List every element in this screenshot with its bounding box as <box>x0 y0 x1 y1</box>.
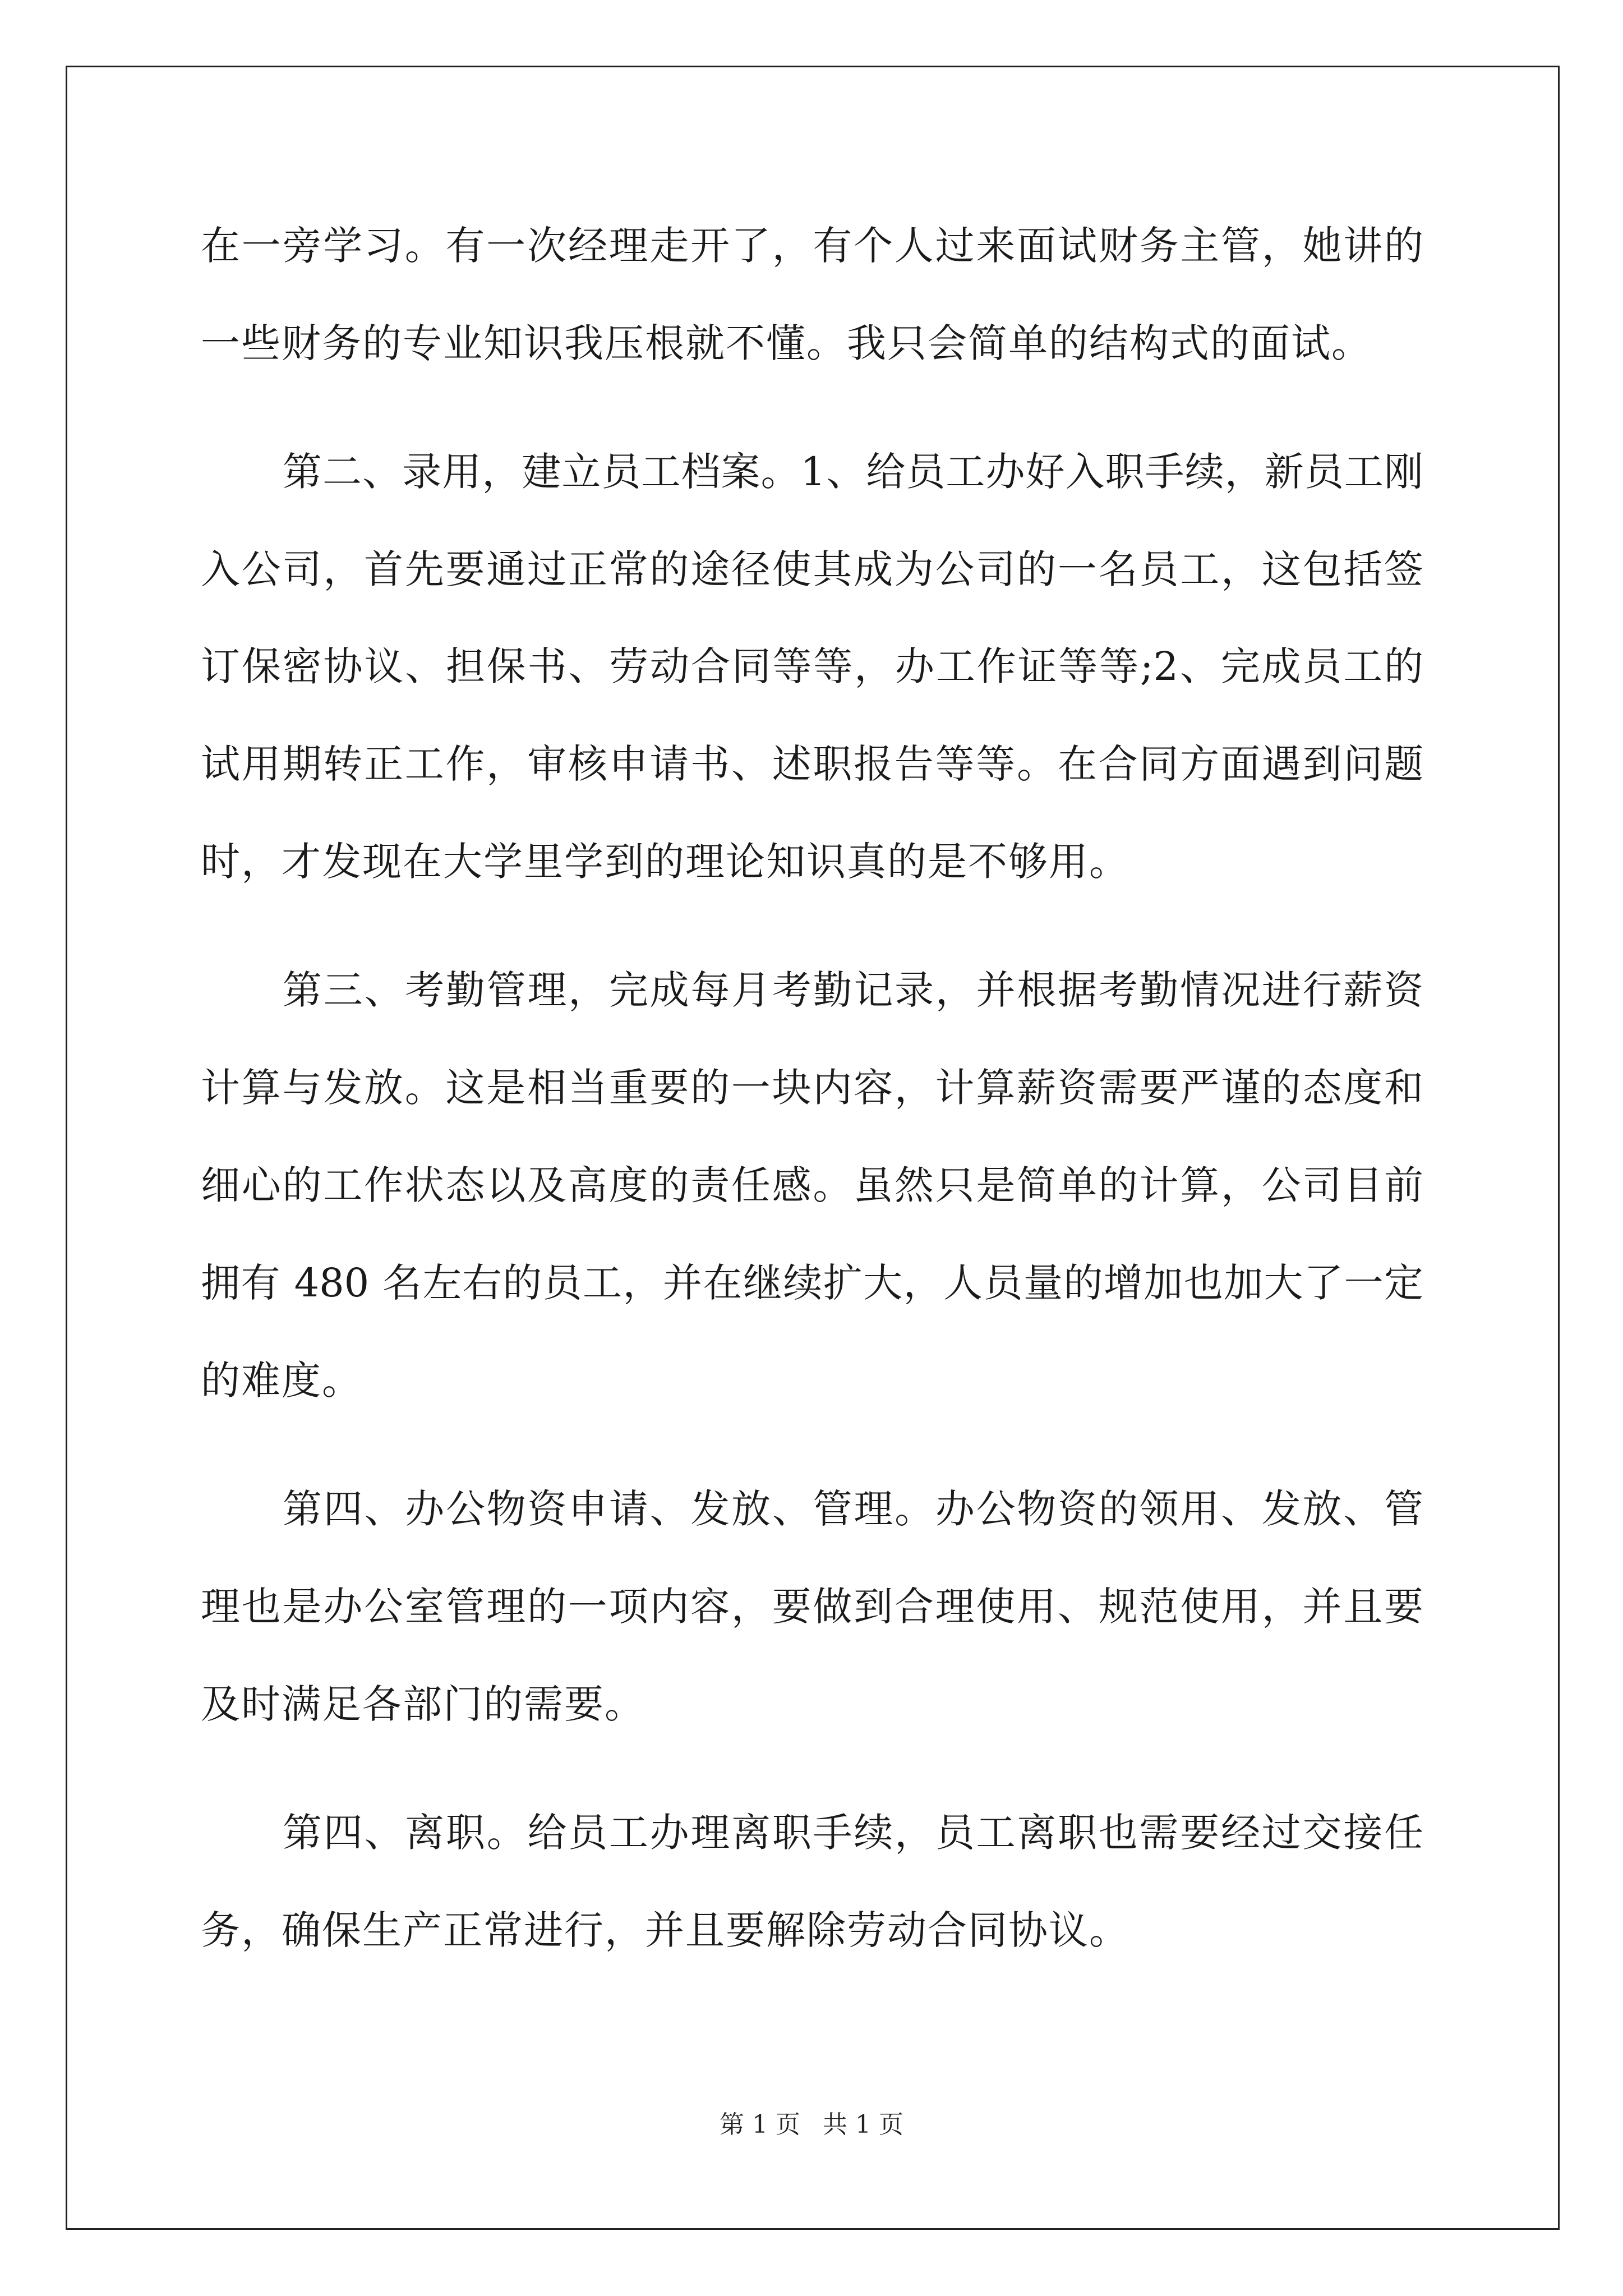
paragraph-line: 的难度。 <box>201 1358 362 1404</box>
paragraph-line: 计算与发放。这是相当重要的一块内容，计算薪资需要严谨的态度和 <box>201 1065 1423 1111</box>
paragraph-line: 订保密协议、担保书、劳动合同等等，办工作证等等;2、完成员工的 <box>201 643 1423 689</box>
paragraph-line: 第三、考勤管理，完成每月考勤记录，并根据考勤情况进行薪资 <box>283 967 1423 1013</box>
paragraph-line: 细心的工作状态以及高度的责任感。虽然只是简单的计算，公司目前 <box>201 1162 1423 1208</box>
paragraph-line: 第四、办公物资申请、发放、管理。办公物资的领用、发放、管 <box>283 1486 1423 1532</box>
paragraph-line: 一些财务的专业知识我压根就不懂。我只会简单的结构式的面试。 <box>201 320 1372 366</box>
paragraph-line: 入公司，首先要通过正常的途径使其成为公司的一名员工，这包括签 <box>201 546 1423 592</box>
paragraph-line: 务，确保生产正常进行，并且要解除劳动合同协议。 <box>201 1907 1129 1953</box>
paragraph-line: 试用期转正工作，审核申请书、述职报告等等。在合同方面遇到问题 <box>201 741 1423 787</box>
page-number: 第 1 页 <box>720 2110 800 2139</box>
paragraph-line: 拥有 480 名左右的员工，并在继续扩大，人员量的增加也加大了一定 <box>201 1260 1423 1306</box>
paragraph-line: 理也是办公室管理的一项内容，要做到合理使用、规范使用，并且要 <box>201 1584 1423 1630</box>
page-footer <box>0 2108 1623 2142</box>
page-count: 共 1 页 <box>823 2110 903 2139</box>
paragraph-line: 时，才发现在大学里学到的理论知识真的是不够用。 <box>201 839 1129 885</box>
paragraph-line: 在一旁学习。有一次经理走开了，有个人过来面试财务主管，她讲的 <box>201 223 1423 269</box>
paragraph-line: 第四、离职。给员工办理离职手续，员工离职也需要经过交接任 <box>283 1810 1423 1856</box>
paragraph-line: 及时满足各部门的需要。 <box>201 1681 645 1727</box>
paragraph-line: 第二、录用，建立员工档案。1、给员工办好入职手续，新员工刚 <box>283 449 1423 495</box>
